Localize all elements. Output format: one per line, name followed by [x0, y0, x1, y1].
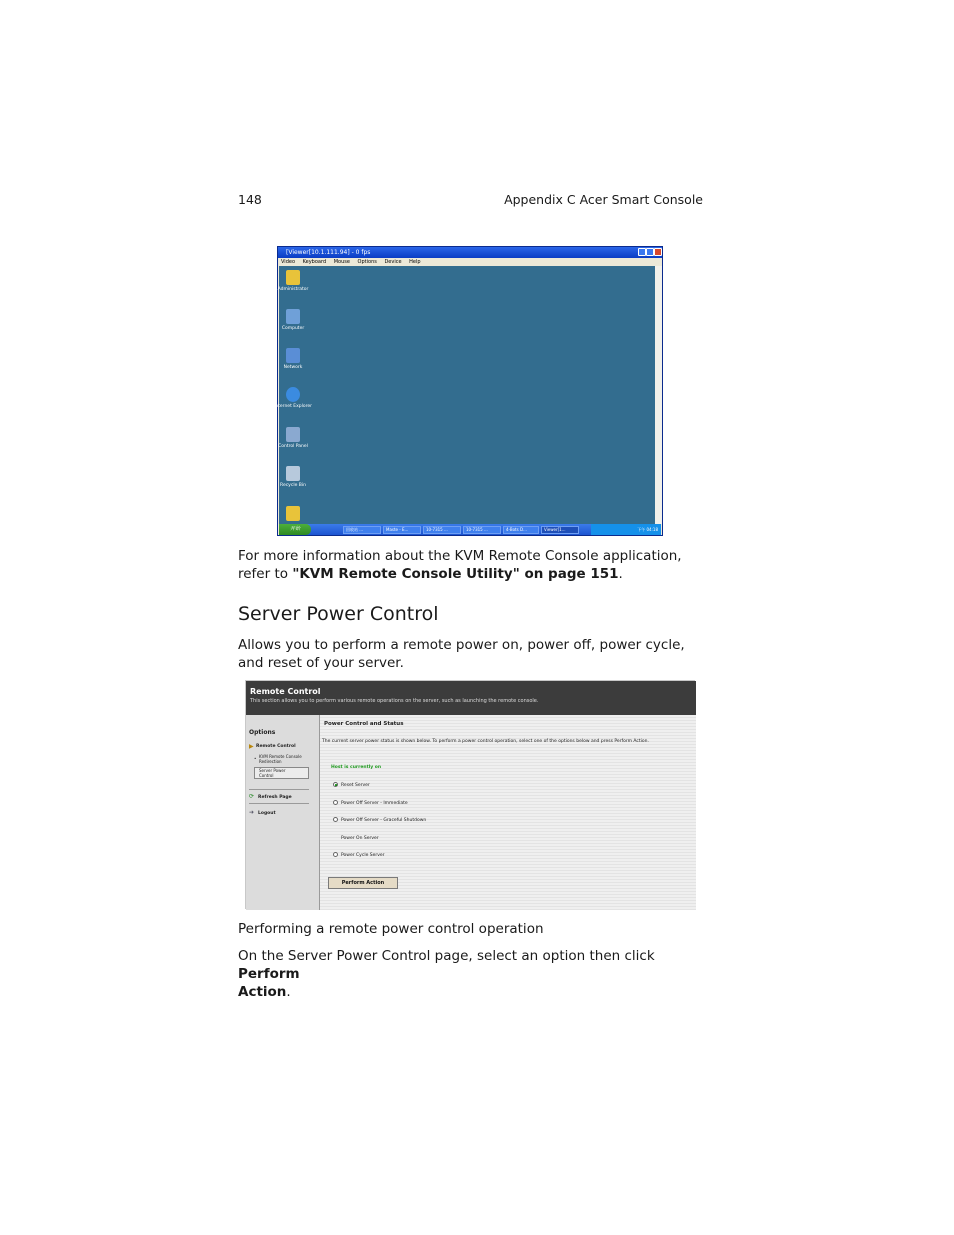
- taskbar-item[interactable]: 10-7315 ...: [463, 526, 501, 534]
- paragraph-text: .: [286, 984, 291, 1000]
- control-panel-icon: [286, 427, 300, 442]
- kvm-utility-link[interactable]: "KVM Remote Console Utility" on page 151: [292, 566, 619, 582]
- power-off-graceful-label: Power Off Server - Graceful Shutdown: [341, 818, 427, 823]
- menu-mouse[interactable]: Mouse: [333, 259, 350, 265]
- folder-icon: [286, 270, 300, 285]
- action-label: Action: [238, 984, 287, 1000]
- start-button[interactable]: 开始: [279, 524, 311, 535]
- power-off-graceful-radio[interactable]: [333, 817, 338, 822]
- computer-icon: [286, 309, 300, 324]
- paragraph-line: For more information about the KVM Remote Console application,: [238, 548, 682, 564]
- menu-help[interactable]: Help: [409, 259, 421, 265]
- nav-server-power-control[interactable]: [254, 767, 309, 779]
- desktop-icon-control-panel[interactable]: Control Panel: [273, 427, 313, 449]
- reset-server-label: Reset Server: [341, 783, 370, 788]
- instruction-paragraph: [238, 947, 713, 1001]
- power-on-label: Power On Server: [341, 836, 379, 841]
- paragraph-line: [238, 565, 708, 583]
- close-icon[interactable]: [654, 248, 662, 256]
- desktop-icon-folder[interactable]: [273, 506, 313, 521]
- chapter-title: Appendix C Acer Smart Console: [504, 192, 703, 207]
- page-number: 148: [238, 192, 262, 207]
- arrow-right-icon: ▶: [249, 743, 254, 750]
- taskbar-item[interactable]: Maste - E...: [383, 526, 421, 534]
- logout-icon: ➜: [249, 809, 255, 816]
- perform-action-button[interactable]: Perform Action: [328, 877, 398, 889]
- power-off-immediate-label: Power Off Server - Immediate: [341, 801, 408, 806]
- banner-subtitle: This section allows you to perform various remote operations on the server, such as launching the remote console.: [250, 698, 539, 704]
- remote-control-screenshot: [245, 680, 695, 909]
- paragraph-text: On the Server Power Control page, select an option then click: [238, 948, 655, 964]
- paragraph-text: refer to: [238, 566, 293, 582]
- refresh-icon: ⟳: [249, 793, 255, 800]
- kvm-window-title: [Viewer[10.1.111.94] - 0 fps: [286, 249, 371, 256]
- paragraph-line: [238, 983, 713, 1001]
- desktop-icon-administrator[interactable]: Administrator: [273, 270, 313, 292]
- taskbar-item[interactable]: 10-7315 ...: [423, 526, 461, 534]
- taskbar-item[interactable]: 回收站 ...: [343, 526, 381, 534]
- remote-control-banner: [246, 681, 696, 715]
- nav-label: Control: [259, 773, 274, 778]
- paragraph-line: [238, 947, 713, 983]
- options-sidebar: [246, 715, 320, 910]
- power-off-immediate-radio[interactable]: [333, 800, 338, 805]
- windows-taskbar: [279, 524, 661, 535]
- paragraph-text: .: [618, 566, 623, 582]
- panel-description: The current server power status is shown below. To perform a power control operation, select one of the options below and press Perform Action.: [322, 739, 649, 744]
- network-icon: [286, 348, 300, 363]
- section-title: Server Power Control: [238, 603, 439, 625]
- figure-caption: Performing a remote power control operation: [238, 921, 544, 937]
- paragraph-line: Allows you to perform a remote power on, power off, power cycle,: [238, 637, 685, 653]
- remote-desktop[interactable]: [273, 266, 655, 524]
- power-cycle-radio[interactable]: [333, 852, 338, 857]
- reset-server-radio[interactable]: [333, 782, 338, 787]
- panel-title: Power Control and Status: [324, 721, 404, 727]
- bullet-icon: •: [254, 756, 257, 761]
- kvm-titlebar: [278, 247, 662, 258]
- banner-title: Remote Control: [250, 687, 321, 696]
- desktop-icon-internet-explorer[interactable]: Internet Explorer: [273, 387, 313, 409]
- paragraph-line: and reset of your server.: [238, 655, 404, 671]
- internet-explorer-icon: [286, 387, 300, 402]
- perform-label: Perform: [238, 966, 300, 982]
- section-description: [238, 636, 708, 672]
- taskbar-item[interactable]: 4-Bots D...: [503, 526, 539, 534]
- menu-options[interactable]: Options: [357, 259, 377, 265]
- nav-kvm-redirection[interactable]: [259, 754, 302, 764]
- menu-video[interactable]: Video: [281, 259, 296, 265]
- kvm-viewer-screenshot: [273, 246, 663, 536]
- divider: [249, 789, 309, 790]
- desktop-icon-recycle-bin[interactable]: Recycle Bin: [273, 466, 313, 488]
- nav-remote-control[interactable]: Remote Control: [256, 744, 296, 749]
- kvm-vertical-scrollbar[interactable]: [655, 266, 662, 524]
- menu-keyboard[interactable]: Keyboard: [302, 259, 327, 265]
- host-status: Host is currently on: [331, 765, 382, 770]
- power-control-panel: [320, 715, 696, 910]
- refresh-page-link[interactable]: Refresh Page: [258, 795, 292, 800]
- desktop-icon-computer[interactable]: Computer: [273, 309, 313, 331]
- kvm-info-paragraph: [238, 547, 708, 583]
- taskbar-item-active[interactable]: Viewer[1...: [541, 526, 579, 534]
- recycle-bin-icon: [286, 466, 300, 481]
- nav-label: Server Power: [259, 768, 286, 773]
- power-cycle-label: Power Cycle Server: [341, 853, 385, 858]
- logout-link[interactable]: Logout: [258, 811, 276, 816]
- kvm-menubar: [278, 258, 662, 266]
- system-tray-clock: 下午 04:18: [591, 524, 661, 535]
- desktop-icon-network[interactable]: Network: [273, 348, 313, 370]
- options-title: Options: [249, 729, 276, 736]
- nav-label: Redirection: [259, 759, 282, 764]
- folder-icon: [286, 506, 300, 521]
- menu-device[interactable]: Device: [384, 259, 402, 265]
- minimize-icon[interactable]: [638, 248, 646, 256]
- divider: [249, 803, 309, 804]
- nav-label: KVM Remote Console: [259, 754, 302, 759]
- maximize-icon[interactable]: [646, 248, 654, 256]
